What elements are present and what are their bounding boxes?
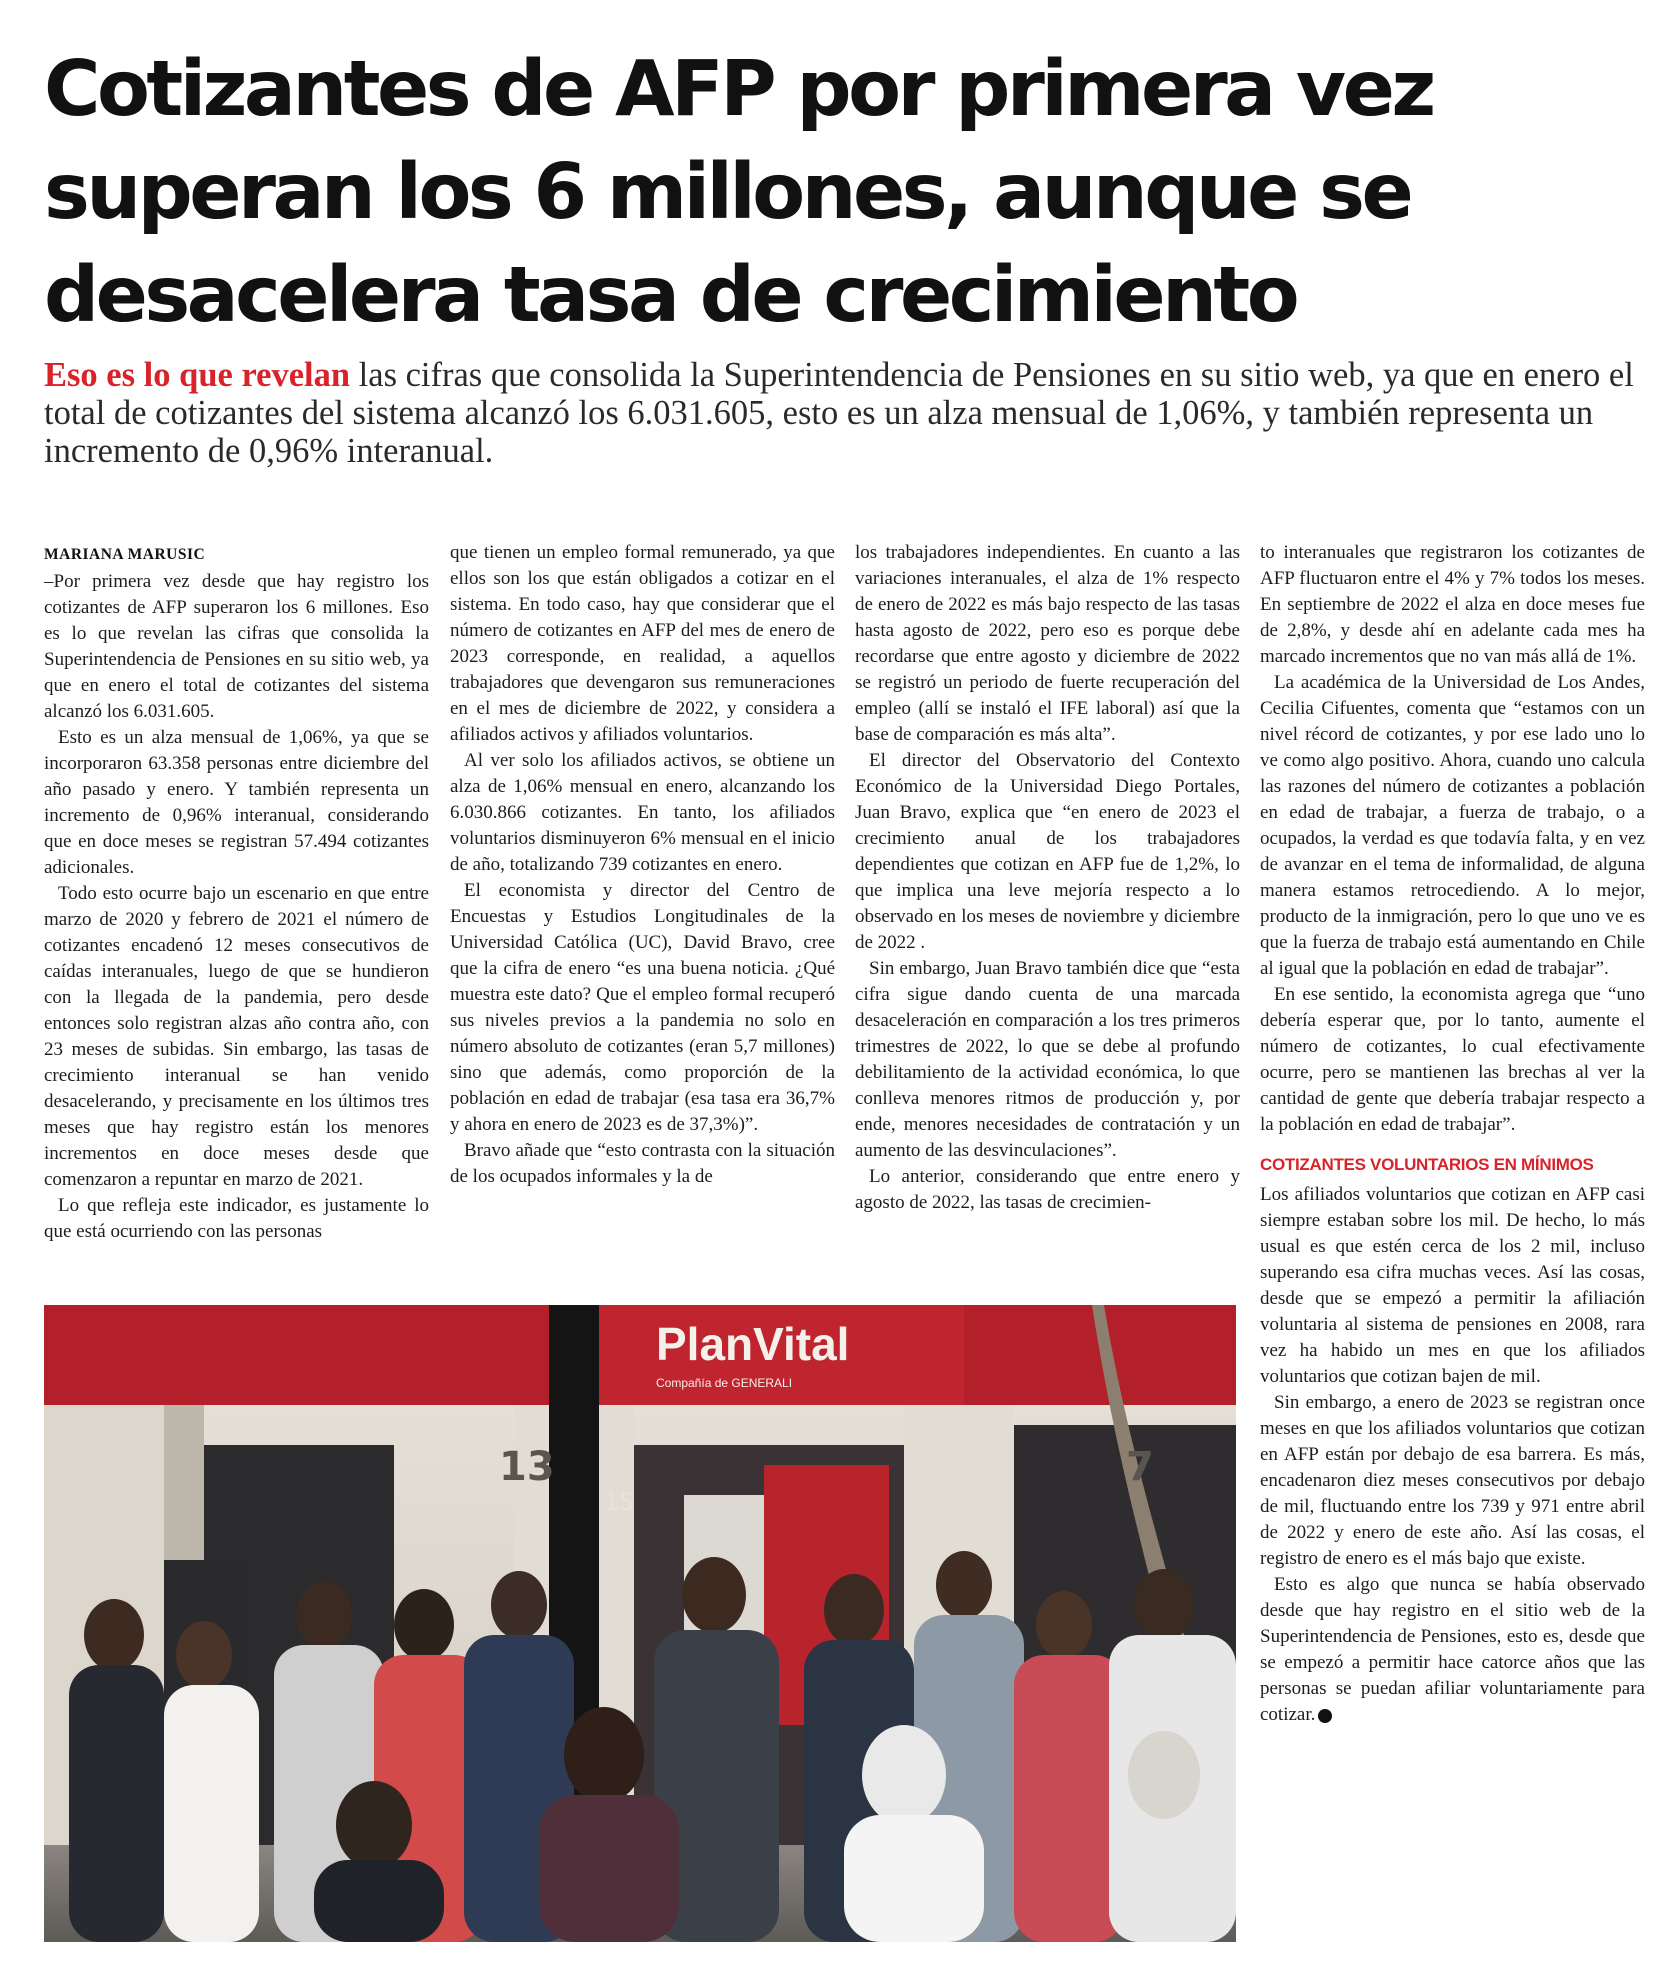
paragraph: En ese sentido, la economista agrega que “uno debería esperar que, por lo tanto, aumente el número de cotizantes, lo cual efectivamente ocurre, pero se mantienen las brechas al ver la cantidad de gente que debería trabajar respecto a la población en edad de trabajar”. [1260,984,1645,1135]
byline: MARIANA MARUSIC [44,546,206,563]
article-column-1 [44,540,429,1245]
lead-highlight: Eso es lo que revelan [44,356,351,394]
headline-line-1: Cotizantes de AFP por primera vez [44,45,1433,134]
sign-brand-text: PlanVital [656,1318,850,1370]
article-column-2 [450,540,835,1190]
lead-paragraph [44,356,1644,470]
news-photo [44,1305,1236,1942]
article-column-3 [855,540,1240,1216]
paragraph: La académica de la Universidad de Los Andes, Cecilia Cifuentes, comenta que “estamos con un nivel récord de cotizantes, y por ese lado uno lo ve como algo positivo. Ahora, cuando uno calcula las razones del número de cotizantes a población en edad de trabajar, a fuerza de trabajo, o a ocupados, la verdad es que todavía falta, y en vez de avanzar en el tema de informalidad, de alguna manera estamos retrocediendo. A lo mejor, producto de la inmigración, pero lo que uno ve es que la fuerza de trabajo está aumentando en Chile al igual que la población en edad de trabajar”. [1260,672,1645,979]
paragraph: –Por primera vez desde que hay registro los cotizantes de AFP superaron los 6 millones. Eso es lo que revelan las cifras que consolida la Superintendencia de Pensiones en su sitio web, ya que en enero el total de cotizantes del sistema alcanzó los 6.031.605. [44,571,429,722]
paragraph: los trabajadores independientes. En cuanto a las variaciones interanuales, el alza de 1% respecto de enero de 2022 es más bajo respecto de las tasas hasta agosto de 2022, pero eso es porque debe recordarse que entre agosto y diciembre de 2022 se registró un periodo de fuerte recuperación del empleo (allí se instaló el IFE laboral) así que la base de comparación es más alta”. [855,542,1240,745]
section-subhead: COTIZANTES VOLUNTARIOS EN MÍNIMOS [1260,1155,1594,1174]
sign-sub-text: Compañía de GENERALI [656,1376,793,1390]
building-number-right: 7 [1126,1444,1154,1490]
building-number-left: 13 [499,1444,555,1490]
headline-line-3: desacelera tasa de crecimiento [44,251,1297,340]
article-column-4 [1260,540,1645,1728]
paragraph: El economista y director del Centro de Encuestas y Estudios Longitudinales de la Universidad Católica (UC), David Bravo, cree que la cifra de enero “es una buena noticia. ¿Qué muestra este dato? Que el empleo formal recuperó sus niveles previos a la pandemia no solo en número absoluto de cotizantes (eran 5,7 millones) sino que además, como proporción de la población en edad de trabajar (esa tasa era 36,7% y ahora en enero de 2023 es de 37,3%)”. [450,880,835,1135]
paragraph: Sin embargo, Juan Bravo también dice que “esta cifra sigue dando cuenta de una marcada desaceleración en comparación a los tres primeros trimestres de 2022, lo que se debe al profundo debilitamiento de la actividad económica, lo que conlleva menores ritmos de producción y, por ende, menores necesidades de contratación y un aumento de las desvinculaciones”. [855,958,1240,1161]
building-number-door: 15 [604,1488,635,1516]
paragraph: Lo anterior, considerando que entre enero y agosto de 2022, las tasas de crecimien- [855,1166,1240,1213]
photo-scene [44,1305,1236,1942]
paragraph: Esto es un alza mensual de 1,06%, ya que se incorporaron 63.358 personas entre diciembre del año pasado y enero. Y también representa un incremento de 0,96% interanual, considerando que en doce meses se registran 57.494 cotizantes adicionales. [44,727,429,878]
paragraph: Lo que refleja este indicador, es justamente lo que está ocurriendo con las personas [44,1195,429,1242]
paragraph: Al ver solo los afiliados activos, se obtiene un alza de 1,06% mensual en enero, alcanzando los 6.030.866 cotizantes. En tanto, los afiliados voluntarios disminuyeron 6% mensual en el inicio de año, totalizando 739 cotizantes en enero. [450,750,835,875]
headline [44,38,1604,347]
paragraph: to interanuales que registraron los cotizantes de AFP fluctuaron entre el 4% y 7% todos los meses. En septiembre de 2022 el alza en doce meses fue de 2,8%, y desde ahí en adelante cada mes ha marcado incrementos que no van más allá de 1%. [1260,542,1645,667]
paragraph: Bravo añade que “esto contrasta con la situación de los ocupados informales y la de [450,1140,835,1187]
lead-text: las cifras que consolida la Superintendencia de Pensiones en su sitio web, ya que en enero el total de cotizantes del sistema alcanzó los 6.031.605, esto es un alza mensual de 1,06%, y también representa un incremento de 0,96% interanual. [44,356,1634,470]
paragraph [1260,1572,1645,1728]
paragraph: Todo esto ocurre bajo un escenario en que entre marzo de 2020 y febrero de 2021 el número de cotizantes encadenó 12 meses consecutivos de caídas interanuales, luego de que se hundieron con la llegada de la pandemia, pero desde entonces solo registran alzas año contra año, con 23 meses de subidas. Sin embargo, las tasas de crecimiento interanual se han venido desacelerando, y precisamente en los últimos tres meses que hay registro están los menores incrementos en doce meses desde que comenzaron a repuntar en marzo de 2021. [44,883,429,1190]
paragraph: Los afiliados voluntarios que cotizan en AFP casi siempre estaban sobre los mil. De hecho, lo más usual es que estén cerca de los 2 mil, incluso superando esa cifra muchas veces. Así las cosas, desde que se empezó a permitir la afiliación voluntaria al sistema de pensiones en 2008, rara vez ha habido un mes en que los afiliados voluntarios que cotizan bajen de mil. [1260,1184,1645,1387]
headline-line-2: superan los 6 millones, aunque se [44,148,1411,237]
paragraph-text: Esto es algo que nunca se había observado desde que hay registro en el sitio web de la Superintendencia de Pensiones, esto es, desde que se empezó a permitir hace catorce años que las personas se puedan afiliar voluntariamente para cotizar. [1260,1574,1645,1725]
end-mark-icon: P [1318,1709,1332,1723]
paragraph: El director del Observatorio del Contexto Económico de la Universidad Diego Portales, Juan Bravo, explica que “en enero de 2023 el crecimiento anual de los trabajadores dependientes que cotizan en AFP fue de 1,2%, lo que implica una leve mejoría respecto a lo observado en los meses de noviembre y diciembre de 2022 . [855,750,1240,953]
paragraph: Sin embargo, a enero de 2023 se registran once meses en que los afiliados voluntarios que cotizan en AFP están por debajo de esa barrera. Es más, encadenaron diez meses consecutivos por debajo de mil, fluctuando entre los 739 y 971 entre abril de 2022 y enero de este año. Así las cosas, el registro de enero es el más bajo que existe. [1260,1392,1645,1569]
paragraph: que tienen un empleo formal remunerado, ya que ellos son los que están obligados a cotizar en el sistema. En todo caso, hay que considerar que el número de cotizantes en AFP del mes de enero de 2023 corresponde, en realidad, a aquellos trabajadores que devengaron sus remuneraciones en el mes de diciembre de 2022, y considera a afiliados activos y afiliados voluntarios. [450,542,835,745]
